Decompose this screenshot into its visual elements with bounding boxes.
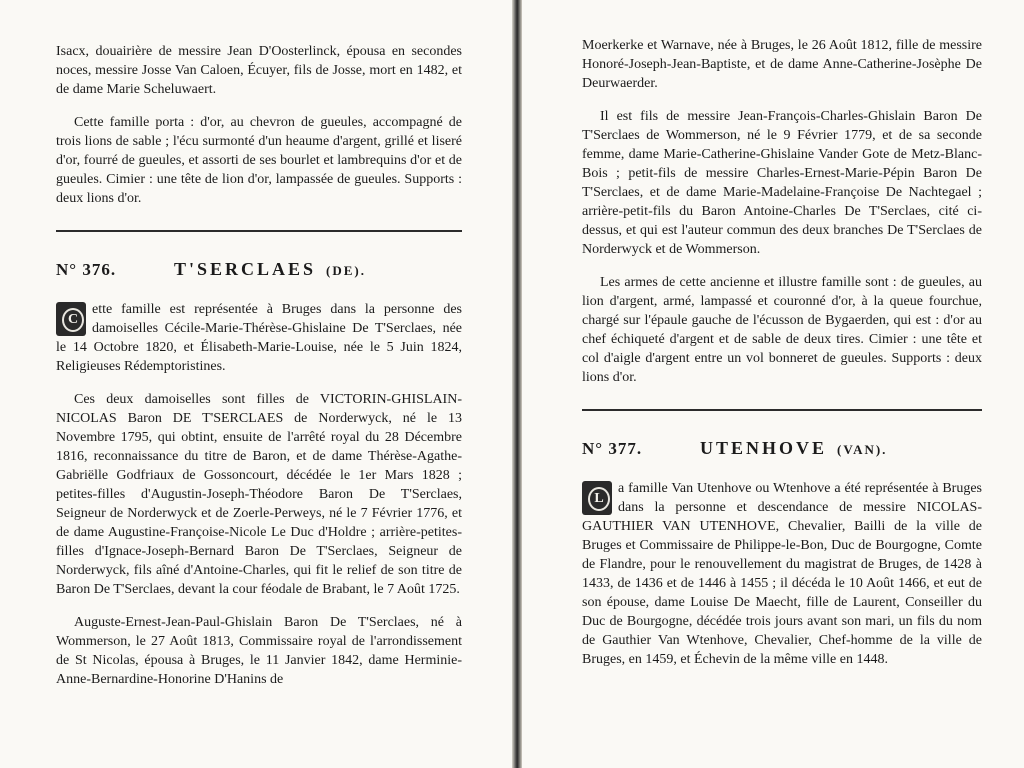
right-text-column [582, 36, 982, 683]
dropcap-letter: L [588, 487, 610, 511]
left-entry-paragraph-1: ette famille est représentée à Bruges dans la personne des damoiselles Cécile-Marie-Thérèse-Ghislaine De T'Serclaes, née le 14 Octobre 1820, et Élisabeth-Marie-Louise, née le 5 Juin 1824, Religieuses Rédemptoristines. [56, 302, 462, 374]
left-arms-paragraph: Cette famille porta : d'or, au chevron de gueules, accompagné de trois lions de sable ; l'écu surmonté d'un heaume d'argent, grillé et liseré d'or, fourré de gueules, et assorti de ses bourlet et lambrequins d'or et de gueules. Cimier : une tête de lion d'or, lampassée de gueules. Supports : deux lions d'or. [56, 115, 462, 206]
section-divider [582, 409, 982, 411]
left-intro-paragraph: Isacx, douairière de messire Jean D'Oosterlinck, épousa en secondes noces, messire Josse Van Caloen, Écuyer, fils de Josse, mort en 1482, et de dame Marie Scheluwaert. [56, 44, 462, 97]
entry-title: T'SERCLAES [174, 259, 317, 279]
right-continuation-paragraph: Moerkerke et Warnave, née à Bruges, le 26 Août 1812, fille de messire Honoré-Joseph-Jean-Baptiste, et de dame Anne-Catherine-Josèphe De Deurwaerder. [582, 38, 982, 91]
left-text-column [56, 42, 462, 703]
section-divider [56, 230, 462, 232]
entry-number: N° 376. [56, 260, 117, 279]
ornamental-initial-icon [582, 481, 612, 515]
right-entry-paragraph-1: a famille Van Utenhove ou Wtenhove a été représentée à Bruges dans la personne et descendance de messire NICOLAS-GAUTHIER VAN UTENHOVE, Chevalier, Bailli de la ville de Bruges et Commissaire de Philippe-le-Bon, Duc de Bourgogne, Comte de Flandre, pour le renouvellement du magistrat de Bruges, de 1428 à 1433, de 1436 et de 1446 à 1455 ; il décéda le 10 Août 1466, et eut de son épouse, dame Louise De Maecht, fille de Laurent, Conseiller du Duc de Bourgogne, décédée trois jours avant son mari, un fils du nom de Gauthier Van Wtenhove, Chevalier, Chef-homme de la ville de Bruges, en 1459, et Échevin de la même ville en 1448. [582, 481, 982, 667]
book-gutter [512, 0, 522, 768]
dropcap-letter: C [62, 308, 84, 332]
entry-particle: (DE). [326, 263, 367, 278]
entry-particle: (VAN). [837, 442, 888, 457]
entry-number: N° 377. [582, 439, 643, 458]
left-entry-paragraph-2: Ces deux damoiselles sont filles de VICTORIN-GHISLAIN-NICOLAS Baron DE T'SERCLAES de Norderwyck, né le 13 Novembre 1795, qui obtint, ensuite de l'arrêté royal du 28 Décembre 1816, reconnaissance du titre de Baron, et de dame Thérèse-Agathe-Gabriëlle Godfriaux de Gossoncourt, décédée le 1er Mars 1828 ; petites-filles d'Augustin-Joseph-Théodore Baron De T'Serclaes, Seigneur de Norderwyck et de Zoerle-Perweys, né le 7 Février 1776, et de dame Augustine-Françoise-Nicole Le Duc d'Holdre ; arrière-petites-filles d'Ignace-Joseph-Bernard Baron De T'Serclaes, Seigneur de Norderwyck, fils aîné d'Antoine-Charles, qui fit le relief de son titre de Baron De T'Serclaes, devant la cour féodale de Brabant, le 7 Août 1725. [56, 392, 462, 597]
entry-title: UTENHOVE [700, 438, 828, 458]
ornamental-initial-icon [56, 302, 86, 336]
left-entry-paragraph-3: Auguste-Ernest-Jean-Paul-Ghislain Baron De T'Serclaes, né à Wommerson, le 27 Août 1813, Commissaire royal de l'arrondissement de St Nicolas, épousa à Bruges, le 11 Janvier 1842, dame Herminie-Anne-Bernardine-Honorine D'Hanins de [56, 615, 462, 687]
right-page [522, 0, 1024, 768]
entry-heading-376 [56, 260, 462, 280]
right-arms-paragraph: Les armes de cette ancienne et illustre famille sont : de gueules, au lion d'argent, armé, lampassé et couronné d'or, à la queue fourchue, chargé sur l'épaule gauche de l'écusson de Bygaerden, qui est : d'or au chef échiqueté d'argent et de sable de deux tires. Cimier : une tête et col d'aigle d'argent entre un vol bonneret de gueules. Supports : deux lions d'or. [582, 275, 982, 385]
entry-heading-377 [582, 439, 982, 459]
right-lineage-paragraph: Il est fils de messire Jean-François-Charles-Ghislain Baron De T'Serclaes de Wommerson, né le 9 Février 1779, et de sa seconde femme, dame Marie-Catherine-Ghislaine Vander Gote de Metz-Blanc-Bois ; petit-fils de messire Charles-Ernest-Marie-Pépin Baron De T'Serclaes, et de dame Marie-Madelaine-Françoise De Nachtegael ; arrière-petit-fils du Baron Antoine-Charles De T'Serclaes, cité ci-dessus, et qui est l'auteur commun des deux branches De T'Serclaes de Norderwyck et de Wommerson. [582, 109, 982, 257]
